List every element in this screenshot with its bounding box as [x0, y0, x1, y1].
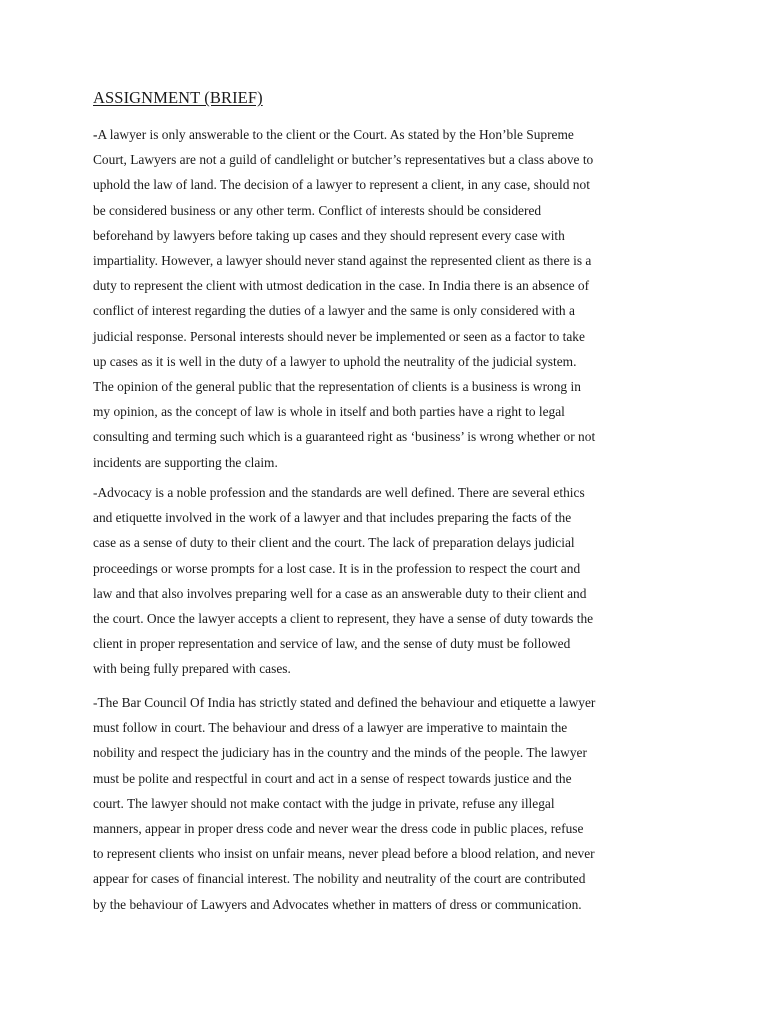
paragraph-1-line-1-text: A lawyer is only answerable to the client or the Court. As stated by the Hon’ble Supreme [97, 127, 574, 142]
paragraph-3-line-2: must follow in court. The behaviour and dress of a lawyer are imperative to maintain the [93, 720, 568, 736]
paragraph-1-line-12: my opinion, as the concept of law is whole in itself and both parties have a right to legal [93, 404, 565, 420]
paragraph-2 [93, 480, 683, 682]
paragraph-3-line-3: nobility and respect the judiciary has in the country and the minds of the people. The lawyer [93, 745, 587, 761]
paragraph-1-line-2: Court, Lawyers are not a guild of candlelight or butcher’s representatives but a class above to [93, 152, 594, 168]
paragraph-1-lead-dash: - [93, 127, 98, 142]
paragraph-2-line-4: proceedings or worse prompts for a lost case. It is in the profession to respect the court and [93, 560, 581, 576]
paragraph-1-line-10: up cases as it is well in the duty of a lawyer to uphold the neutrality of the judicial system. [93, 353, 577, 369]
paragraph-2-line-1: -Advocacy is a noble profession and the standards are well defined. There are several ethics [93, 485, 585, 500]
paragraph-1-line-1 [93, 122, 683, 147]
paragraph-3-line-8: appear for cases of financial interest. The nobility and neutrality of the court are contributed [93, 871, 586, 887]
paragraph-2-line-8: with being fully prepared with cases. [93, 661, 291, 677]
paragraph-1-line-6: impartiality. However, a lawyer should never stand against the represented client as there is a [93, 253, 592, 269]
paragraph-2-line-2: and etiquette involved in the work of a lawyer and that includes preparing the facts of the [93, 510, 572, 526]
paragraph-3-line-6: manners, appear in proper dress code and never wear the dress code in public places, refuse [93, 821, 584, 837]
paragraph-1-line-13: consulting and terming such which is a guaranteed right as ‘business’ is wrong whether or not [93, 429, 596, 445]
paragraph-1-line-5: beforehand by lawyers before taking up cases and they should represent every case with [93, 227, 565, 243]
paragraph-3-line-4: must be polite and respectful in court and act in a sense of respect towards justice and the [93, 770, 572, 786]
paragraph-2-line-5: law and that also involves preparing well for a case as an answerable duty to their client and [93, 585, 587, 601]
paragraph-1-line-4: be considered business or any other term. Conflict of interests should be considered [93, 202, 542, 218]
paragraph-2-line-7: client in proper representation and service of law, and the sense of duty must be followed [93, 636, 571, 652]
paragraph-2-line-6: the court. Once the lawyer accepts a client to represent, they have a sense of duty towards the [93, 611, 594, 627]
paragraph-3-line-9: by the behaviour of Lawyers and Advocates whether in matters of dress or communication. [93, 896, 582, 912]
paragraph-1-line-14: incidents are supporting the claim. [93, 454, 278, 470]
document-title: ASSIGNMENT (BRIEF) [93, 88, 263, 107]
paragraph-1-line-8: conflict of interest regarding the duties of a lawyer and the same is only considered with a [93, 303, 575, 319]
paragraph-1-line-7: duty to represent the client with utmost dedication in the case. In India there is an absence of [93, 278, 590, 294]
paragraph-1-line-9: judicial response. Personal interests should never be implemented or seen as a factor to take [93, 328, 585, 344]
paragraph-1-line-11: The opinion of the general public that the representation of clients is a business is wrong in [93, 379, 581, 395]
paragraph-3-line-1: -The Bar Council Of India has strictly stated and defined the behaviour and etiquette a lawyer [93, 695, 596, 710]
paragraph-3-line-5: court. The lawyer should not make contact with the judge in private, refuse any illegal [93, 795, 555, 811]
paragraph-1 [93, 122, 683, 475]
paragraph-3-line-7: to represent clients who insist on unfair means, never plead before a blood relation, and never [93, 846, 595, 862]
paragraph-2-line-3: case as a sense of duty to their client and the court. The lack of preparation delays judicial [93, 535, 575, 551]
paragraph-3 [93, 690, 683, 917]
paragraph-1-line-3: uphold the law of land. The decision of a lawyer to represent a client, in any case, should not [93, 177, 590, 193]
